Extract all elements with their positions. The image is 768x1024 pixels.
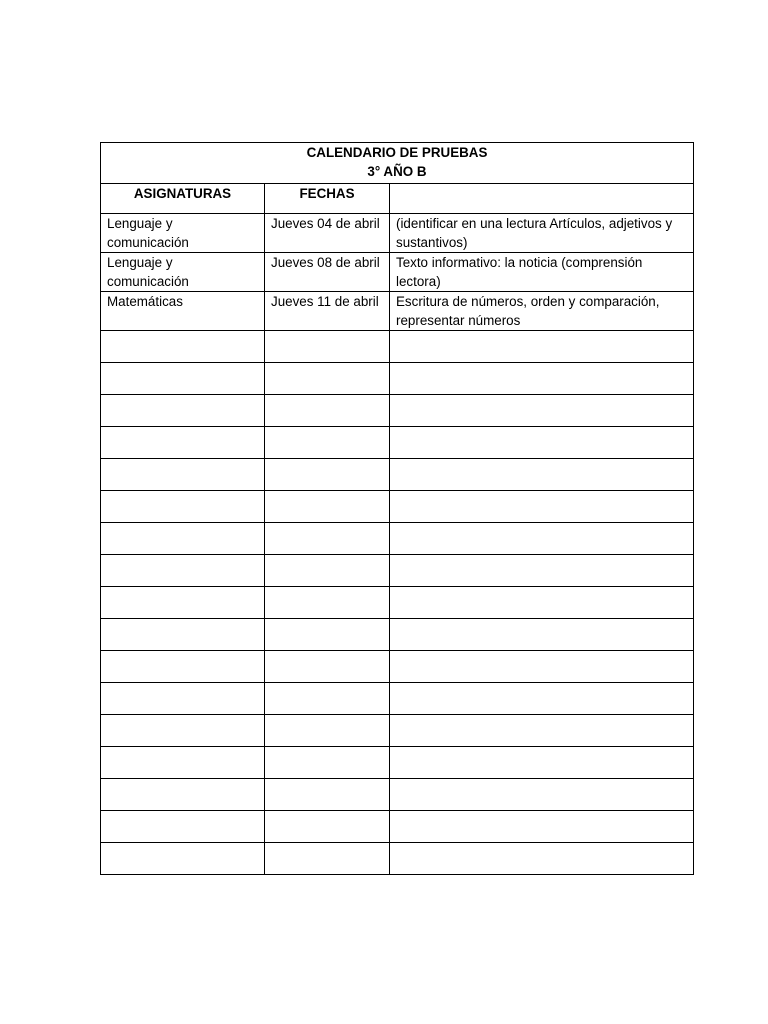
empty-row	[101, 619, 694, 651]
content-cell-empty	[390, 811, 694, 843]
subject-cell-empty	[101, 715, 265, 747]
content-cell-empty	[390, 779, 694, 811]
subject-cell-empty	[101, 427, 265, 459]
content-cell-empty	[390, 683, 694, 715]
content-cell-empty	[390, 459, 694, 491]
subject-cell-empty	[101, 459, 265, 491]
content-cell-empty	[390, 747, 694, 779]
date-cell-empty	[265, 491, 390, 523]
subject-cell-empty	[101, 683, 265, 715]
date-cell-empty	[265, 715, 390, 747]
subject-cell: Matemáticas	[101, 292, 265, 331]
subject-cell: Lenguaje y comunicación	[101, 214, 265, 253]
header-subjects: ASIGNATURAS	[101, 184, 265, 214]
content-cell-empty	[390, 843, 694, 875]
content-cell-empty	[390, 619, 694, 651]
subject-cell-empty	[101, 779, 265, 811]
date-cell-empty	[265, 459, 390, 491]
date-cell-empty	[265, 779, 390, 811]
subject-cell-empty	[101, 363, 265, 395]
date-cell-empty	[265, 395, 390, 427]
empty-row	[101, 459, 694, 491]
subject-cell-empty	[101, 811, 265, 843]
date-cell: Jueves 08 de abril	[265, 253, 390, 292]
date-cell-empty	[265, 427, 390, 459]
date-cell-empty	[265, 683, 390, 715]
subject-cell-empty	[101, 843, 265, 875]
empty-row	[101, 331, 694, 363]
date-cell-empty	[265, 651, 390, 683]
date-cell-empty	[265, 555, 390, 587]
subject-cell-empty	[101, 395, 265, 427]
subject-cell-empty	[101, 587, 265, 619]
header-dates: FECHAS	[265, 184, 390, 214]
subject-cell-empty	[101, 491, 265, 523]
subject-cell-empty	[101, 747, 265, 779]
subject-cell-empty	[101, 523, 265, 555]
date-cell-empty	[265, 747, 390, 779]
table-row	[101, 214, 694, 253]
content-cell-empty	[390, 363, 694, 395]
subject-cell-empty	[101, 555, 265, 587]
content-cell: (identificar en una lectura Artículos, adjetivos y sustantivos)	[390, 214, 694, 253]
subject-cell-empty	[101, 651, 265, 683]
empty-row	[101, 779, 694, 811]
content-cell-empty	[390, 651, 694, 683]
date-cell-empty	[265, 811, 390, 843]
empty-row	[101, 747, 694, 779]
content-cell: Escritura de números, orden y comparación, representar números	[390, 292, 694, 331]
empty-row	[101, 811, 694, 843]
content-cell-empty	[390, 427, 694, 459]
date-cell-empty	[265, 331, 390, 363]
content-cell-empty	[390, 555, 694, 587]
content-cell-empty	[390, 523, 694, 555]
empty-row	[101, 363, 694, 395]
date-cell: Jueves 04 de abril	[265, 214, 390, 253]
content-cell-empty	[390, 395, 694, 427]
title-line-1: CALENDARIO DE PRUEBAS	[306, 145, 488, 160]
content-cell-empty	[390, 331, 694, 363]
date-cell-empty	[265, 619, 390, 651]
empty-row	[101, 427, 694, 459]
date-cell: Jueves 11 de abril	[265, 292, 390, 331]
empty-row	[101, 843, 694, 875]
content-cell-empty	[390, 715, 694, 747]
content-cell-empty	[390, 587, 694, 619]
date-cell-empty	[265, 843, 390, 875]
date-cell-empty	[265, 523, 390, 555]
empty-row	[101, 651, 694, 683]
table-row	[101, 292, 694, 331]
date-cell-empty	[265, 363, 390, 395]
content-cell-empty	[390, 491, 694, 523]
subject-cell: Lenguaje y comunicación	[101, 253, 265, 292]
subject-cell-empty	[101, 619, 265, 651]
empty-row	[101, 715, 694, 747]
test-calendar	[100, 142, 693, 875]
title-line-2: 3° AÑO B	[367, 164, 427, 179]
header-content	[390, 184, 694, 214]
empty-row	[101, 523, 694, 555]
empty-row	[101, 683, 694, 715]
header-row	[101, 184, 694, 214]
empty-row	[101, 555, 694, 587]
content-cell: Texto informativo: la noticia (comprensión lectora)	[390, 253, 694, 292]
table-row	[101, 253, 694, 292]
date-cell-empty	[265, 587, 390, 619]
subject-cell-empty	[101, 331, 265, 363]
calendar-title	[101, 143, 694, 184]
empty-row	[101, 587, 694, 619]
empty-row	[101, 395, 694, 427]
empty-row	[101, 491, 694, 523]
calendar-table	[100, 142, 694, 875]
